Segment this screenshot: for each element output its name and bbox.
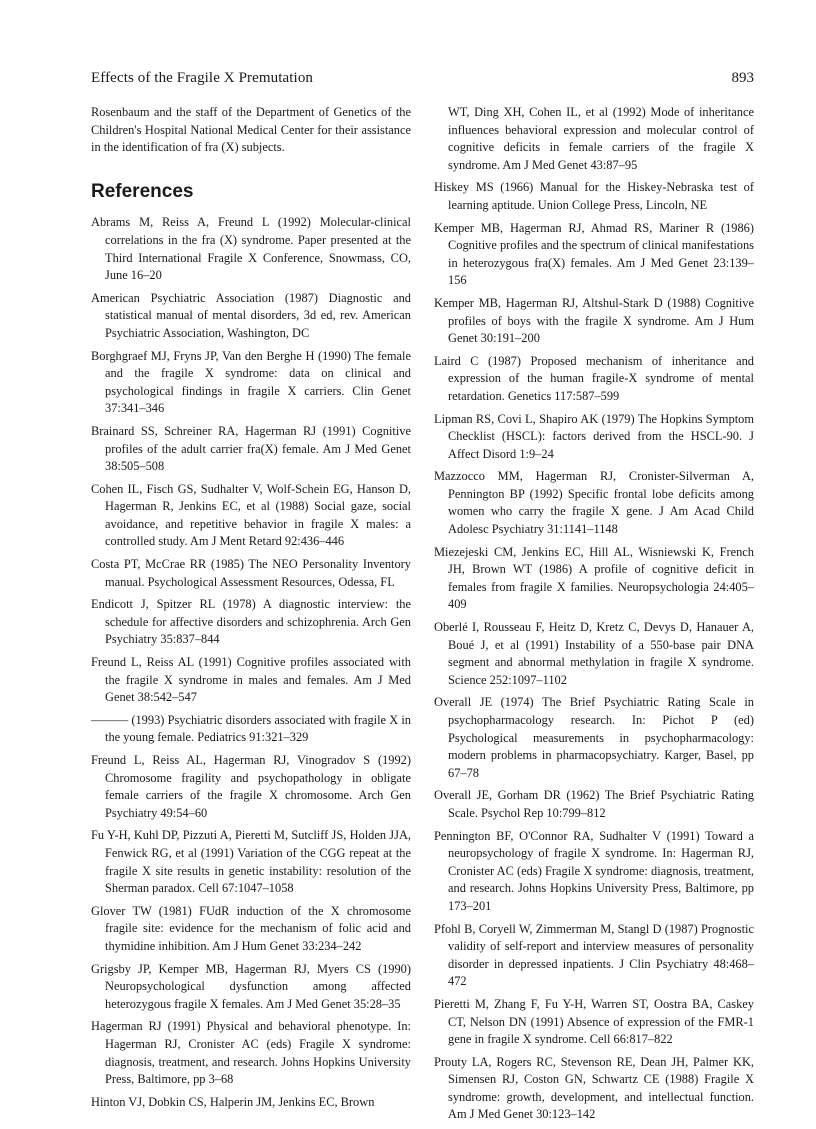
reference-entry: Borghgraef MJ, Fryns JP, Van den Berghe H (1990) The female and the fragile X syndrome: data on clinical and psychological findings in fragile X carriers. Clin Genet 37:341–346 <box>91 348 411 416</box>
reference-entry: American Psychiatric Association (1987) Diagnostic and statistical manual of mental disorders, 3d ed, rev. American Psychiatric Association, Washington, DC <box>91 290 411 340</box>
reference-entry: Hiskey MS (1966) Manual for the Hiskey-Nebraska test of learning aptitude. Union College Press, Lincoln, NE <box>434 180 754 212</box>
left-reference-list <box>91 214 411 1111</box>
reference-entry: Miezejeski CM, Jenkins EC, Hill AL, Wisniewski K, French JH, Brown WT (1986) A profile of cognitive deficit in females from fragile X families. Neuropsychologia 24:405–409 <box>434 544 754 612</box>
reference-entry: Endicott J, Spitzer RL (1978) A diagnostic interview: the schedule for affective disorders and schizophrenia. Arch Gen Psychiatry 35:837–844 <box>91 597 411 647</box>
reference-entry: ——— (1993) Psychiatric disorders associated with fragile X in the young female. Pediatrics 91:321–329 <box>91 712 411 745</box>
reference-entry: Costa PT, McCrae RR (1985) The NEO Personality Inventory manual. Psychological Assessment Resources, Odessa, FL <box>91 557 411 589</box>
reference-entry: Overall JE (1974) The Brief Psychiatric Rating Scale in psychopharmacology research. In: Pichot P (ed) Psychological measurements in psychopharmacology: modern problems in pharmacopsychiatry. Karger, Basel, pp 67–78 <box>434 695 754 780</box>
reference-entry: Freund L, Reiss AL (1991) Cognitive profiles associated with the fragile X syndrome in males and females. Am J Med Genet 38:542–547 <box>91 655 411 705</box>
reference-entry: Abrams M, Reiss A, Freund L (1992) Molecular-clinical correlations in the fra (X) syndrome. Paper presented at the Third International Fragile X Conference, Snowmass, CO, June 16–20 <box>91 215 411 283</box>
reference-entry: Hinton VJ, Dobkin CS, Halperin JM, Jenkins EC, Brown <box>91 1094 375 1109</box>
reference-entry: Glover TW (1981) FUdR induction of the X chromosome fragile site: evidence for the mechanism of folic acid and thymidine inhibition. Am J Hum Genet 33:234–242 <box>91 903 411 953</box>
running-head: Effects of the Fragile X Premutation <box>91 70 314 86</box>
reference-entry: Kemper MB, Hagerman RJ, Altshul-Stark D (1988) Cognitive profiles of boys with the fragile X syndrome. Am J Hum Genet 30:191–200 <box>434 295 754 346</box>
reference-entry: Fu Y-H, Kuhl DP, Pizzuti A, Pieretti M, Sutcliff JS, Holden JJA, Fenwick RG, et al (1991) Variation of the CGG repeat at the fragile X site results in genetic instability: resolution of the Sherman paradox. Cell 67:1047–1058 <box>91 828 411 896</box>
right-reference-list <box>434 179 754 1124</box>
reference-entry: Pfohl B, Coryell W, Zimmerman M, Stangl D (1987) Prognostic validity of self-report and interview measures of personality disorder in depressed inpatients. J Clin Psychiatry 48:468–472 <box>434 921 754 989</box>
reference-entry: Pennington BF, O'Connor RA, Sudhalter V (1991) Toward a neuropsychology of fragile X syndrome. In: Hagerman RJ, Cronister AC (eds) Fragile X syndrome: diagnosis, treatment, and research. Johns Hopkins University Press, Baltimore, pp 173–201 <box>434 828 754 913</box>
reference-entry: Pieretti M, Zhang F, Fu Y-H, Warren ST, Oostra BA, Caskey CT, Nelson DN (1991) Absence of expression of the FMR-1 gene in fragile X syndrome. Cell 66:817–822 <box>434 996 754 1047</box>
right-column <box>434 104 754 1129</box>
references-heading: References <box>91 180 194 202</box>
page-number: 893 <box>731 70 754 86</box>
left-column <box>91 104 411 1116</box>
reference-entry: Hagerman RJ (1991) Physical and behavioral phenotype. In: Hagerman RJ, Cronister AC (eds) Fragile X syndrome: diagnosis, treatment, and research. Johns Hopkins University Press, Baltimore, pp 3–68 <box>91 1019 411 1087</box>
reference-entry: Kemper MB, Hagerman RJ, Ahmad RS, Mariner R (1986) Cognitive profiles and the spectrum of clinical manifestations in heterozygous fra(X) females. Am J Med Genet 23:139–156 <box>434 220 754 288</box>
reference-entry: Lipman RS, Covi L, Shapiro AK (1979) The Hopkins Symptom Checklist (HSCL): factors derived from the HSCL-90. J Affect Disord 1:9–24 <box>434 411 754 461</box>
reference-entry: Prouty LA, Rogers RC, Stevenson RE, Dean JH, Palmer KK, Simensen RJ, Coston GN, Schwartz CE (1988) Fragile X syndrome: growth, development, and intellectual function. Am J Med Genet 30:123–142 <box>434 1054 754 1122</box>
reference-continuation: WT, Ding XH, Cohen IL, et al (1992) Mode of inheritance influences behavioral expression and molecular control of cognitive deficits in female carriers of the fragile X syndrome. Am J Med Genet 43:87–95 <box>448 105 754 172</box>
reference-entry: Brainard SS, Schreiner RA, Hagerman RJ (1991) Cognitive profiles of the adult carrier fra(X) female. Am J Med Genet 38:505–508 <box>91 423 411 474</box>
reference-entry: Overall JE, Gorham DR (1962) The Brief Psychiatric Rating Scale. Psychol Rep 10:799–812 <box>434 788 754 820</box>
reference-entry: Mazzocco MM, Hagerman RJ, Cronister-Silverman A, Pennington BP (1992) Specific frontal lobe deficits among women who carry the fragile X gene. J Am Acad Child Adolesc Psychiatry 31:1141–1148 <box>434 469 754 537</box>
reference-entry: Grigsby JP, Kemper MB, Hagerman RJ, Myers CS (1990) Neuropsychological dysfunction among affected heterozygous fragile X females. Am J Med Genet 35:28–35 <box>91 961 411 1011</box>
reference-entry: Oberlé I, Rousseau F, Heitz D, Kretz C, Devys D, Hanauer A, Boué J, et al (1991) Instability of a 550-base pair DNA segment and abnormal methylation in fragile X syndrome. Science 252:1097–1102 <box>434 620 754 687</box>
acknowledgment-text: Rosenbaum and the staff of the Department of Genetics of the Children's Hospital National Medical Center for their assistance in the identification of fra (X) subjects. <box>91 105 411 155</box>
reference-entry: Laird C (1987) Proposed mechanism of inheritance and expression of the human fragile-X syndrome of mental retardation. Genetics 117:587–599 <box>434 353 754 403</box>
reference-entry: Freund L, Reiss AL, Hagerman RJ, Vinogradov S (1992) Chromosome fragility and psychopathology in obligate female carriers of the fragile X chromosome. Arch Gen Psychiatry 49:54–60 <box>91 753 411 820</box>
reference-entry: Cohen IL, Fisch GS, Sudhalter V, Wolf-Schein EG, Hanson D, Hagerman R, Jenkins EC, et al (1988) Social gaze, social avoidance, and repetitive behavior in fragile X males: a controlled study. Am J Ment Retard 92:436–446 <box>91 481 411 549</box>
